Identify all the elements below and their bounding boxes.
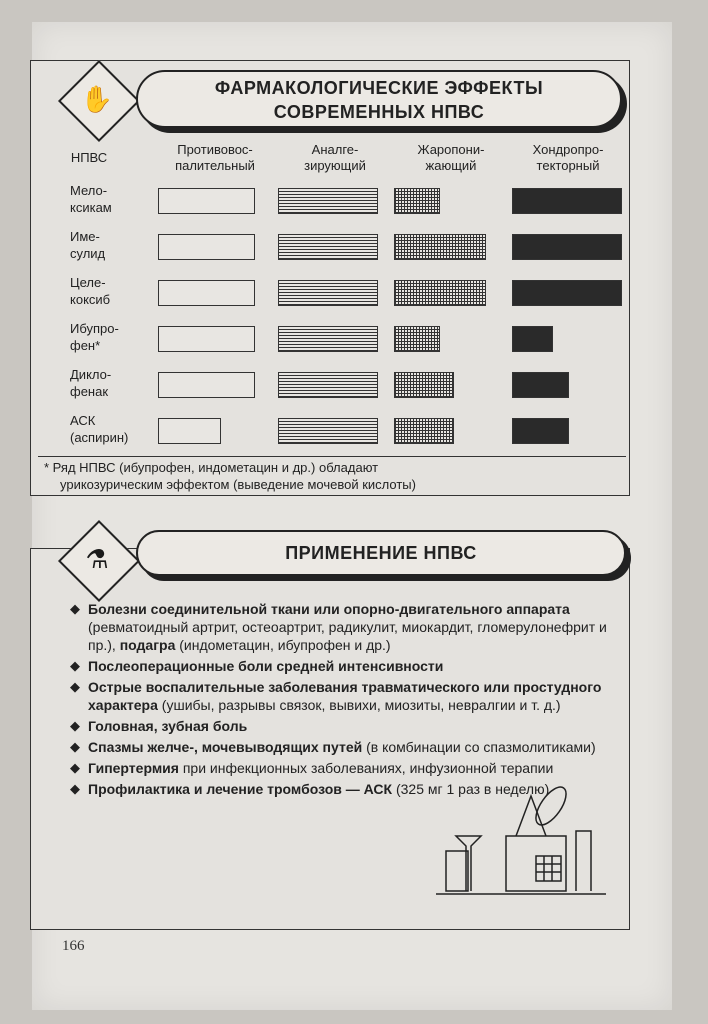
drug-label-line1: АСК — [70, 413, 96, 428]
effect-bar — [394, 234, 486, 260]
diamond-bullet-icon: ◆ — [70, 658, 80, 673]
header-antiinflammatory-line2: палительный — [175, 158, 255, 173]
application-text: (ревматоидный артрит, остеоартрит, радикулит, миокардит, гломерулонефрит и пр.), — [88, 619, 607, 653]
application-bold-text: Острые воспалительные заболевания травматического или простудного характера — [88, 679, 602, 713]
effect-bar — [278, 326, 378, 352]
header-chondroprotective — [508, 142, 628, 174]
effect-bar — [158, 280, 255, 306]
application-item — [70, 600, 618, 654]
effect-bar — [512, 372, 569, 398]
effect-bar — [512, 418, 569, 444]
effect-bar — [512, 188, 622, 214]
application-bold-text: Головная, зубная боль — [88, 718, 248, 734]
applications-list — [70, 600, 618, 801]
header-antipyretic-line2: жающий — [425, 158, 477, 173]
application-bold-text: Гипертермия — [88, 760, 179, 776]
application-bold-text: Болезни соединительной ткани или опорно-двигательного аппарата — [88, 601, 570, 617]
application-bold-text: Спазмы желче-, мочевыводящих путей — [88, 739, 363, 755]
pills-hand-icon: ✋ — [80, 84, 114, 114]
header-analgesic — [280, 142, 390, 174]
effect-bar — [278, 188, 378, 214]
medicine-bottle-icon: ⚗ — [85, 544, 109, 574]
application-item — [70, 678, 618, 714]
application-item — [70, 759, 618, 777]
effect-bar — [512, 280, 622, 306]
drug-label — [70, 366, 111, 400]
effect-bar — [158, 188, 255, 214]
header-analgesic-line1: Аналге- — [311, 142, 359, 157]
header-chondroprotective-line1: Хондропро- — [532, 142, 604, 157]
diamond-bullet-icon: ◆ — [70, 679, 80, 694]
effect-bar — [158, 326, 255, 352]
effect-bar — [394, 280, 486, 306]
drug-label — [70, 412, 128, 446]
effect-bar — [394, 418, 454, 444]
drug-label-line2: сулид — [70, 246, 106, 261]
header-antipyretic — [396, 142, 506, 174]
effect-bar — [394, 326, 440, 352]
application-item — [70, 717, 618, 735]
drug-label-line1: Име- — [70, 229, 100, 244]
section2-title: ПРИМЕНЕНИЕ НПВС — [136, 530, 626, 576]
effect-bar — [512, 234, 622, 260]
effect-bar — [158, 418, 221, 444]
effect-bar — [512, 326, 553, 352]
diamond-bullet-icon: ◆ — [70, 760, 80, 775]
drug-label-line2: фен* — [70, 338, 101, 353]
drug-label-line1: Ибупро- — [70, 321, 119, 336]
effect-bar — [278, 418, 378, 444]
header-antiinflammatory — [150, 142, 280, 174]
diamond-bullet-icon: ◆ — [70, 601, 80, 616]
application-text: при инфекционных заболеваниях, инфузионной терапии — [178, 760, 554, 776]
section1-title-line1: ФАРМАКОЛОГИЧЕСКИЕ ЭФФЕКТЫ — [214, 78, 544, 98]
effect-bar — [158, 234, 255, 260]
effect-bar — [394, 188, 440, 214]
drug-label-line1: Дикло- — [70, 367, 112, 382]
diamond-bullet-icon: ◆ — [70, 781, 80, 796]
drug-label-line2: (аспирин) — [70, 430, 129, 445]
effect-bar — [278, 372, 378, 398]
drug-label — [70, 320, 119, 354]
header-chondroprotective-line2: текторный — [536, 158, 600, 173]
drug-label-line2: фенак — [70, 384, 109, 399]
application-bold-text: Послеоперационные боли средней интенсивности — [88, 658, 444, 674]
header-analgesic-line2: зирующий — [304, 158, 366, 173]
page-number: 166 — [62, 938, 85, 954]
section1-title — [136, 70, 622, 128]
effect-bar — [394, 372, 454, 398]
application-item — [70, 738, 618, 756]
footnote-line1: * Ряд НПВС (ибупрофен, индометацин и др.) обладают — [44, 460, 379, 475]
application-bold-text: подагра — [119, 637, 176, 653]
diamond-bullet-icon: ◆ — [70, 718, 80, 733]
drug-label-line2: коксиб — [70, 292, 111, 307]
drug-label-line1: Целе- — [70, 275, 106, 290]
effect-bar — [158, 372, 255, 398]
effect-bar — [278, 280, 378, 306]
application-item — [70, 657, 618, 675]
application-text: (ушибы, разрывы связок, вывихи, миозиты, невралгии и т. д.) — [157, 697, 561, 713]
header-antipyretic-line1: Жаропони- — [417, 142, 485, 157]
drug-label-line1: Мело- — [70, 183, 108, 198]
drug-label — [70, 182, 112, 216]
diamond-bullet-icon: ◆ — [70, 739, 80, 754]
application-text: (в комбинации со спазмолитиками) — [362, 739, 596, 755]
application-bold-text: Профилактика и лечение тромбозов — АСК — [88, 781, 393, 797]
application-text: (индометацин, ибупрофен и др.) — [175, 637, 391, 653]
header-npvs: НПВС — [70, 150, 108, 165]
footnote-line2: урикозурическим эффектом (выведение мочевой кислоты) — [60, 477, 416, 492]
header-antiinflammatory-line1: Противовос- — [177, 142, 253, 157]
application-text: (325 мг 1 раз в неделю) — [392, 781, 550, 797]
effect-bar — [278, 234, 378, 260]
section1-title-line2: СОВРЕМЕННЫХ НПВС — [273, 102, 485, 122]
footnote — [38, 456, 626, 493]
drug-label — [70, 274, 110, 308]
drug-label — [70, 228, 105, 262]
drug-label-line2: ксикам — [70, 200, 112, 215]
lab-equipment-icon — [436, 776, 606, 906]
